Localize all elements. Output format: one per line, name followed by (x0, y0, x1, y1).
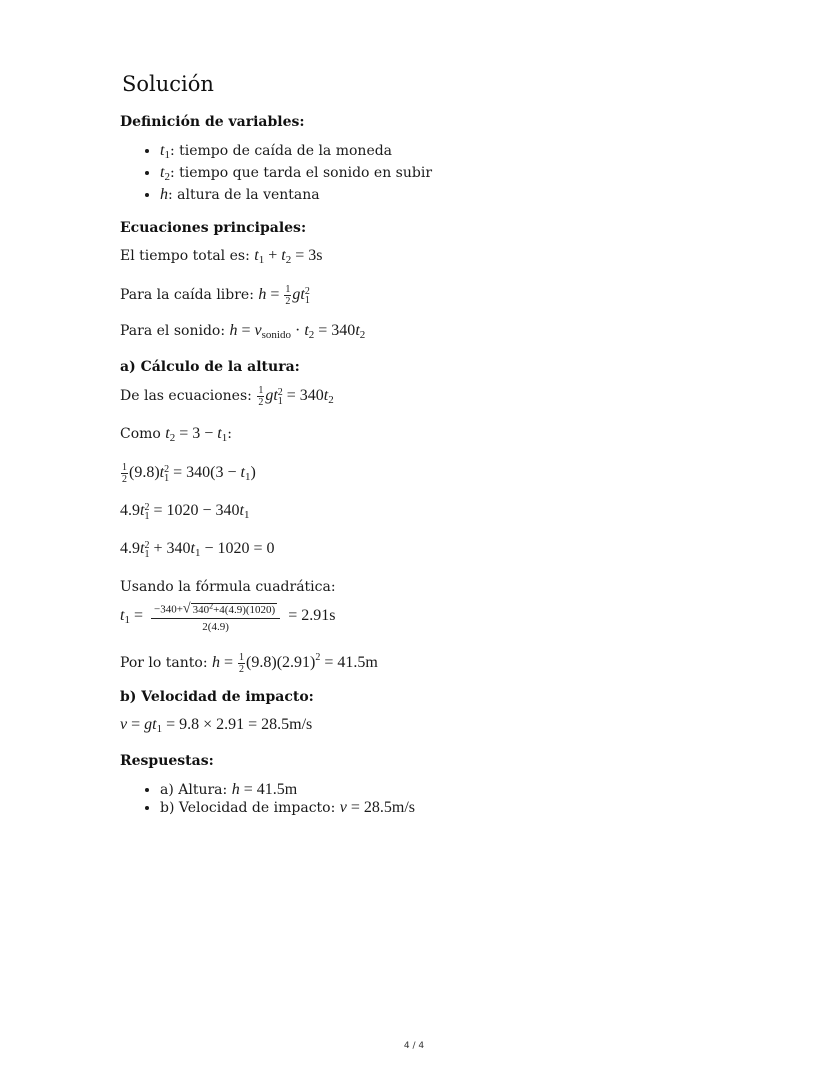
list-item (160, 186, 720, 204)
heading-ecuaciones: Ecuaciones principales: (120, 220, 307, 236)
equation-step-3 (120, 539, 720, 563)
equation-label: De las ecuaciones: (120, 388, 257, 405)
math-expression: $h = v_{sonido} \cdot t_2 = 340t_2$ (229, 322, 366, 341)
math-sub: 2 (164, 171, 170, 183)
answer-label: b) Velocidad de impacto: (160, 799, 340, 816)
list-item-text: : altura de la ventana (168, 187, 320, 203)
math-expression: h = $\frac{1}{2}$ $(9.8)(2.91)^2 = 41.5m$ (212, 651, 378, 675)
page-number: 4 / 4 (403, 1041, 425, 1051)
equation-height-result (120, 648, 720, 675)
list-item (160, 164, 720, 186)
math-var: t (160, 142, 165, 159)
page-title: Solución (122, 72, 214, 96)
equation-free-fall (120, 284, 720, 307)
equation-label: Para el sonido: (120, 323, 230, 339)
equation-combined (120, 385, 720, 410)
equation-substitution: Como $t_2 = 3 - t_1$: (120, 425, 232, 445)
math-expression: $\frac{1}{2}$ gt 2 1 = $340t_2$ (258, 385, 334, 408)
list-item (160, 799, 720, 817)
math-expression: v = 28.5m/s (339, 798, 416, 816)
answer-label: a) Altura: (160, 781, 232, 798)
math-expression: $t_1$ = $\frac{-340+√ 340^2+4(4.9)(1020)}{2(4.9)}$ = 2.91s (120, 601, 336, 633)
math-expression: 4.9t 2 1 + $340t_1 - 1020 = 0$ (120, 539, 275, 560)
heading-velocidad: b) Velocidad de impacto: (120, 688, 314, 705)
equation-step-1 (120, 462, 720, 487)
math-expression: h = 41.5m (231, 780, 298, 798)
list-item-text: : tiempo de caída de la moneda (169, 143, 393, 159)
math-var: h (160, 186, 168, 203)
math-expression: $t_1 + t_2 = 3s$ (254, 247, 323, 266)
list-item (160, 142, 720, 164)
math-expression: 4.9t 2 1 = $1020 - 340t_1$ (120, 501, 250, 522)
heading-altura: a) Cálculo de la altura: (120, 359, 300, 375)
list-item (160, 781, 720, 799)
equation-quadratic (120, 599, 720, 634)
equation-label: Para la caída libre: (120, 287, 259, 304)
equation-total-time (120, 246, 720, 270)
heading-respuestas: Respuestas: (120, 752, 214, 769)
equation-label: Como (120, 426, 166, 443)
equation-sound (120, 321, 720, 345)
math-expression: $\frac{1}{2}$ (9.8)t 2 1 = $340(3 - t_1)$ (122, 462, 256, 486)
equation-step-2 (120, 501, 720, 525)
list-item-text: : tiempo que tarda el sonido en subir (169, 165, 433, 181)
math-expression: h = $\frac{1}{2}$ gt 2 1 (258, 284, 310, 307)
math-expression: $t_2 = 3 - t_1$ (165, 425, 228, 445)
math-sub: 1 (164, 149, 170, 161)
variables-list (120, 142, 720, 204)
equation-velocity (120, 715, 720, 739)
document-content (120, 72, 720, 833)
answers-list (120, 781, 720, 817)
equation-label: El tiempo total es: (120, 248, 255, 264)
heading-definiciones: Definición de variables: (120, 114, 305, 130)
math-expression: $v = gt_1 = 9.8 \times 2.91 = 28.5m/s$ (120, 715, 313, 735)
equation-label: Por lo tanto: (120, 655, 212, 671)
math-var: t (160, 164, 165, 181)
quadratic-intro: Usando la fórmula cuadrática: (120, 579, 336, 596)
